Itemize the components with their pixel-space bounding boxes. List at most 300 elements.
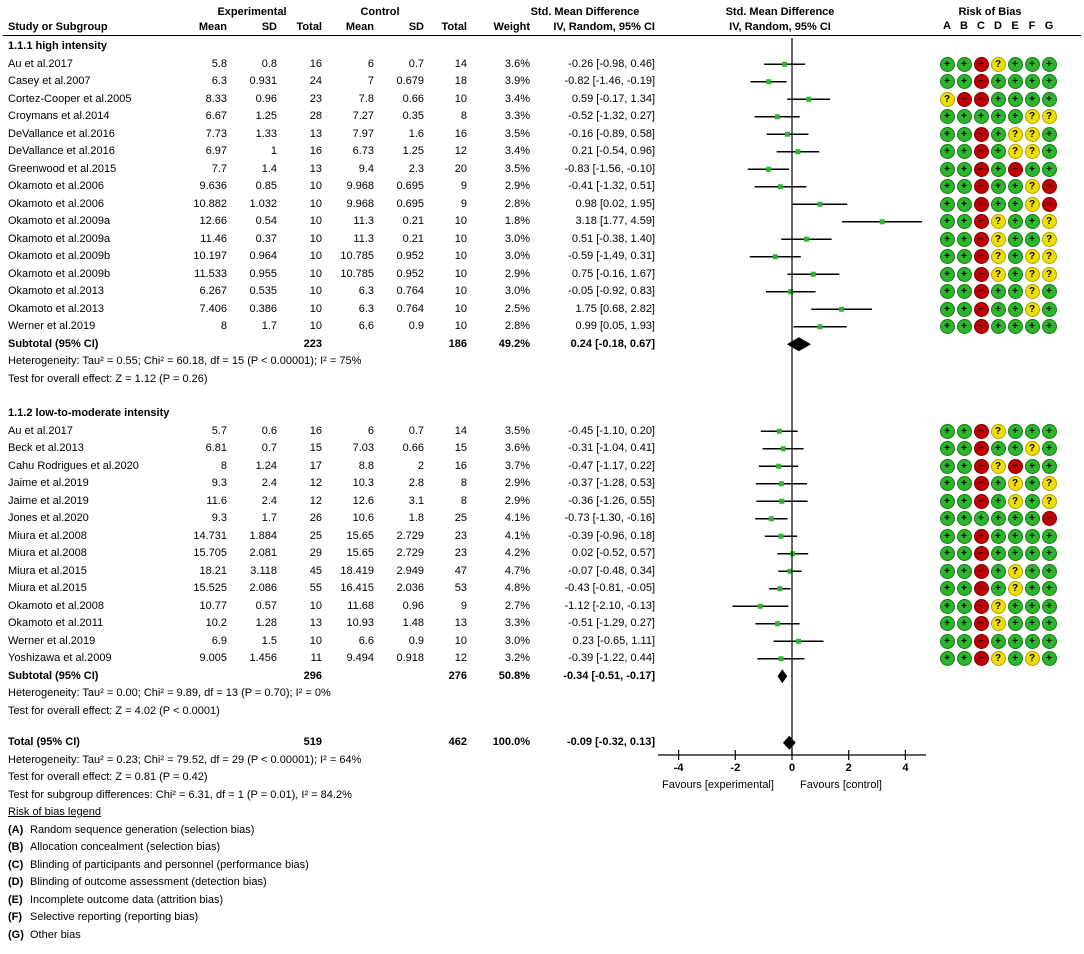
col-smd: 0.23 [-0.65, 1.11] bbox=[572, 634, 655, 647]
col-smd: -0.43 [-0.81, -0.05] bbox=[564, 582, 655, 594]
rob-circle-A: + bbox=[940, 546, 955, 561]
col-mean1: 9.3 bbox=[211, 512, 227, 524]
rob-circle-G: − bbox=[1042, 179, 1057, 194]
study-name: Okamoto et al.2013 bbox=[8, 285, 105, 297]
col-mean1: 9.3 bbox=[211, 477, 227, 489]
rob-circle-E: + bbox=[1008, 651, 1023, 666]
table-row bbox=[0, 804, 1084, 822]
col-total2: 47 bbox=[454, 564, 467, 577]
col-weight: 100.0% bbox=[492, 736, 530, 748]
table-row bbox=[0, 822, 1084, 840]
col-sd2: 1.6 bbox=[408, 127, 424, 140]
rob-circle-F: ? bbox=[1025, 109, 1040, 124]
col-total1: 223 bbox=[303, 337, 322, 350]
col-mean1: 14.731 bbox=[193, 529, 227, 542]
rob-circle-F: + bbox=[1025, 511, 1040, 526]
rob-circle-C: − bbox=[974, 284, 989, 299]
total-label: Total (95% CI) bbox=[8, 736, 80, 748]
study-name: Yoshizawa et al.2009 bbox=[8, 652, 112, 664]
rob-circle-C: − bbox=[974, 232, 989, 247]
rob-circle-B: + bbox=[957, 267, 972, 282]
rob-circle-F: + bbox=[1025, 599, 1040, 614]
col-total2: 10 bbox=[454, 232, 467, 245]
rob-circle-A: + bbox=[940, 249, 955, 264]
rob-circle-B: + bbox=[957, 249, 972, 264]
col-total1: 12 bbox=[309, 477, 322, 489]
col-total2: 9 bbox=[460, 599, 467, 612]
col-sd1: 2.4 bbox=[261, 477, 277, 489]
rob-circle-F: + bbox=[1025, 581, 1040, 596]
col-weight: 3.5% bbox=[504, 162, 530, 175]
rob-circle-C: − bbox=[974, 459, 989, 474]
col-sd1: 1.25 bbox=[255, 110, 277, 122]
col-total2: 10 bbox=[454, 634, 467, 647]
subtotal-label: Subtotal (95% CI) bbox=[8, 337, 99, 350]
rob-circle-B: + bbox=[957, 284, 972, 299]
col-sd1: 0.6 bbox=[261, 424, 277, 437]
col-smd: 1.75 [0.68, 2.82] bbox=[575, 302, 655, 315]
col-smd: -0.41 [-1.32, 0.51] bbox=[568, 180, 655, 192]
rob-circle-F: + bbox=[1025, 476, 1040, 491]
col-weight: 3.5% bbox=[504, 424, 530, 437]
col-weight: 2.9% bbox=[504, 267, 530, 280]
rob-circle-A: + bbox=[940, 476, 955, 491]
rob-circle-G: + bbox=[1042, 144, 1057, 159]
rob-circle-E: + bbox=[1008, 197, 1023, 212]
col-total1: 16 bbox=[309, 424, 322, 437]
table-row bbox=[0, 874, 1084, 892]
rob-circle-F: ? bbox=[1025, 284, 1040, 299]
col-total2: 10 bbox=[454, 250, 467, 262]
rob-circle-C: − bbox=[974, 249, 989, 264]
col-mean1: 11.533 bbox=[194, 267, 227, 280]
axis-tick-label: -4 bbox=[673, 762, 684, 774]
col-sd1: 1 bbox=[270, 145, 277, 157]
rob-circle-E: + bbox=[1008, 616, 1023, 631]
heterogeneity-line: Heterogeneity: Tau² = 0.00; Chi² = 9.89, df = 13 (P = 0.70); I² = 0% bbox=[8, 687, 331, 699]
col-smd: 3.18 [1.77, 4.59] bbox=[575, 215, 655, 227]
table-row bbox=[0, 38, 1084, 56]
rob-circle-E: + bbox=[1008, 546, 1023, 561]
axis-tick-label: -2 bbox=[730, 762, 741, 774]
col-total2: 18 bbox=[454, 75, 467, 87]
rob-circle-A: + bbox=[940, 284, 955, 299]
col-sd2: 3.1 bbox=[408, 494, 424, 507]
rob-circle-C: + bbox=[974, 109, 989, 124]
col-mean2: 9.968 bbox=[346, 180, 374, 192]
col-smd: 0.99 [0.05, 1.93] bbox=[575, 320, 655, 332]
rob-circle-B: + bbox=[957, 214, 972, 229]
header-smd-plot-title: Std. Mean Difference bbox=[725, 6, 835, 18]
col-sd2: 0.679 bbox=[396, 75, 424, 87]
study-name: Jones et al.2020 bbox=[8, 512, 89, 524]
header-mean-exp: Mean bbox=[198, 21, 227, 33]
rob-circle-E: − bbox=[1008, 459, 1023, 474]
rob-legend-text: Incomplete outcome data (attrition bias) bbox=[30, 893, 224, 906]
col-sd1: 0.386 bbox=[249, 302, 277, 315]
study-name: Cahu Rodrigues et al.2020 bbox=[8, 459, 139, 472]
col-mean2: 6.3 bbox=[358, 302, 374, 315]
col-total2: 16 bbox=[454, 127, 467, 140]
table-row bbox=[0, 248, 1084, 266]
col-mean1: 11.46 bbox=[200, 232, 227, 245]
col-smd: -0.52 [-1.32, 0.27] bbox=[568, 110, 655, 122]
rob-circle-C: − bbox=[974, 616, 989, 631]
col-mean1: 7.406 bbox=[199, 302, 227, 315]
rob-circle-D: + bbox=[991, 441, 1006, 456]
study-name: Miura et al.2008 bbox=[8, 547, 87, 559]
col-total1: 10 bbox=[309, 215, 322, 227]
table-row bbox=[0, 266, 1084, 284]
study-name: Au et al.2017 bbox=[8, 57, 73, 70]
col-smd: 0.21 [-0.54, 0.96] bbox=[571, 145, 655, 157]
rob-circle-B: + bbox=[957, 127, 972, 142]
rob-circle-E: ? bbox=[1008, 494, 1023, 509]
col-weight: 4.1% bbox=[504, 512, 530, 524]
rob-circle-E: + bbox=[1008, 109, 1023, 124]
col-total1: 11 bbox=[310, 652, 322, 664]
col-sd1: 2.081 bbox=[249, 547, 277, 559]
rob-circle-C: − bbox=[974, 651, 989, 666]
table-row bbox=[0, 493, 1084, 511]
col-weight: 2.9% bbox=[504, 477, 530, 489]
rob-circle-G: − bbox=[1042, 511, 1057, 526]
rob-circle-B: + bbox=[957, 319, 972, 334]
table-row bbox=[0, 353, 1084, 371]
rob-circle-D: ? bbox=[991, 267, 1006, 282]
table-row bbox=[0, 892, 1084, 910]
rob-circle-F: + bbox=[1025, 494, 1040, 509]
col-mean2: 6.6 bbox=[358, 320, 374, 332]
rob-circle-A: + bbox=[940, 57, 955, 72]
rob-circle-E: + bbox=[1008, 179, 1023, 194]
rob-circle-F: ? bbox=[1025, 302, 1040, 317]
study-name: Okamoto et al.2006 bbox=[8, 180, 105, 192]
rob-circle-A: + bbox=[940, 302, 955, 317]
col-smd: -0.16 [-0.89, 0.58] bbox=[568, 127, 655, 140]
rob-circle-E: + bbox=[1008, 249, 1023, 264]
rob-circle-C: − bbox=[974, 57, 989, 72]
rob-circle-C: − bbox=[974, 319, 989, 334]
rob-circle-C: − bbox=[974, 581, 989, 596]
table-row bbox=[0, 458, 1084, 476]
col-mean2: 15.65 bbox=[346, 529, 374, 542]
table-row bbox=[0, 545, 1084, 563]
col-mean2: 11.3 bbox=[353, 232, 374, 245]
col-total2: 25 bbox=[454, 512, 467, 524]
col-mean1: 9.636 bbox=[199, 180, 227, 192]
table-row bbox=[0, 703, 1084, 721]
col-mean2: 10.93 bbox=[346, 617, 374, 629]
rob-circle-F: ? bbox=[1025, 197, 1040, 212]
rob-circle-F: + bbox=[1025, 634, 1040, 649]
rob-circle-E: + bbox=[1008, 424, 1023, 439]
col-mean1: 10.882 bbox=[193, 197, 227, 210]
study-name: Okamoto et al.2006 bbox=[8, 197, 105, 210]
col-mean1: 10.77 bbox=[199, 599, 227, 612]
rob-circle-B: + bbox=[957, 564, 972, 579]
col-total1: 13 bbox=[309, 127, 322, 140]
rob-circle-D: + bbox=[991, 476, 1006, 491]
col-mean1: 15.525 bbox=[193, 582, 227, 594]
rob-circle-A: + bbox=[940, 144, 955, 159]
rob-circle-D: ? bbox=[991, 249, 1006, 264]
study-name: Beck et al.2013 bbox=[8, 442, 84, 454]
col-total2: 53 bbox=[454, 582, 467, 594]
rob-circle-B: + bbox=[957, 581, 972, 596]
col-total1: 10 bbox=[309, 197, 322, 210]
col-weight: 4.7% bbox=[504, 564, 530, 577]
col-weight: 50.8% bbox=[498, 669, 530, 682]
overall-effect-line: Test for overall effect: Z = 4.02 (P < 0.0001) bbox=[8, 704, 220, 717]
rob-circle-B: + bbox=[957, 232, 972, 247]
table-row bbox=[0, 787, 1084, 805]
rob-circle-E: ? bbox=[1008, 581, 1023, 596]
rob-legend-text: Selective reporting (reporting bias) bbox=[30, 911, 199, 923]
rob-circle-D: ? bbox=[991, 599, 1006, 614]
subtotal-label: Subtotal (95% CI) bbox=[8, 669, 99, 682]
col-mean2: 7 bbox=[367, 75, 374, 87]
col-smd: 0.24 [-0.18, 0.67] bbox=[570, 337, 655, 350]
col-total1: 12 bbox=[309, 494, 322, 507]
rob-circle-B: + bbox=[957, 57, 972, 72]
col-smd: 0.51 [-0.38, 1.40] bbox=[571, 232, 655, 245]
rob-circle-A: + bbox=[940, 651, 955, 666]
col-total2: 15 bbox=[454, 442, 467, 454]
rob-circle-G: ? bbox=[1042, 494, 1057, 509]
col-sd2: 2.729 bbox=[396, 547, 424, 559]
table-row bbox=[0, 633, 1084, 651]
header-total-exp: Total bbox=[296, 21, 322, 33]
col-total2: 186 bbox=[448, 337, 467, 350]
table-row bbox=[0, 178, 1084, 196]
favours-left-label: Favours [experimental] bbox=[662, 779, 774, 791]
col-weight: 3.9% bbox=[504, 75, 530, 87]
col-weight: 4.8% bbox=[504, 582, 530, 594]
col-mean1: 7.7 bbox=[211, 162, 227, 175]
rob-circle-E: ? bbox=[1008, 476, 1023, 491]
col-total1: 23 bbox=[309, 92, 322, 105]
rob-circle-B: + bbox=[957, 494, 972, 509]
overall-effect-line: Test for overall effect: Z = 0.81 (P = 0.42) bbox=[8, 771, 208, 783]
col-total1: 55 bbox=[309, 582, 322, 594]
rob-circle-G: + bbox=[1042, 564, 1057, 579]
rob-circle-B: + bbox=[957, 441, 972, 456]
rob-letter-A: A bbox=[943, 20, 951, 32]
rob-circle-D: ? bbox=[991, 232, 1006, 247]
rob-circle-G: + bbox=[1042, 616, 1057, 631]
col-weight: 3.2% bbox=[504, 652, 530, 664]
study-name: Okamoto et al.2008 bbox=[8, 599, 105, 612]
rob-circle-E: + bbox=[1008, 92, 1023, 107]
header-weight-col: Weight bbox=[493, 21, 530, 33]
col-sd2: 0.7 bbox=[408, 57, 424, 70]
col-mean1: 5.7 bbox=[211, 424, 227, 437]
rob-circle-F: ? bbox=[1025, 179, 1040, 194]
col-sd2: 0.96 bbox=[402, 599, 424, 612]
col-sd1: 0.85 bbox=[255, 180, 277, 192]
table-row bbox=[0, 650, 1084, 668]
col-total2: 10 bbox=[454, 215, 467, 227]
col-smd: -0.82 [-1.46, -0.19] bbox=[564, 75, 655, 87]
col-total1: 10 bbox=[309, 634, 322, 647]
rob-letter-E: E bbox=[1011, 20, 1019, 32]
col-smd: -0.59 [-1.49, 0.31] bbox=[568, 250, 655, 262]
col-weight: 4.2% bbox=[504, 547, 530, 559]
rob-circle-E: ? bbox=[1008, 564, 1023, 579]
col-mean2: 6.73 bbox=[352, 145, 374, 157]
rob-circle-E: ? bbox=[1008, 144, 1023, 159]
col-weight: 3.0% bbox=[504, 285, 530, 297]
rob-circle-E: + bbox=[1008, 634, 1023, 649]
col-sd2: 0.695 bbox=[396, 197, 424, 210]
col-sd2: 0.764 bbox=[396, 285, 424, 297]
col-sd1: 1.24 bbox=[255, 459, 277, 472]
rob-circle-F: ? bbox=[1025, 267, 1040, 282]
rob-circle-B: + bbox=[957, 74, 972, 89]
rob-circle-A: + bbox=[940, 232, 955, 247]
col-sd1: 0.37 bbox=[255, 232, 277, 245]
rob-circle-C: − bbox=[974, 92, 989, 107]
col-smd: 0.59 [-0.17, 1.34] bbox=[571, 92, 655, 105]
col-total2: 10 bbox=[454, 302, 467, 315]
study-name: Okamoto et al.2011 bbox=[8, 617, 104, 629]
rob-circle-C: − bbox=[974, 599, 989, 614]
rob-circle-A: + bbox=[940, 441, 955, 456]
col-sd2: 0.66 bbox=[402, 442, 424, 454]
col-total1: 25 bbox=[309, 529, 322, 542]
table-row bbox=[0, 668, 1084, 686]
col-smd: 0.75 [-0.16, 1.67] bbox=[571, 267, 655, 280]
rob-circle-A: ? bbox=[940, 92, 955, 107]
col-sd2: 0.7 bbox=[408, 424, 424, 437]
rob-circle-E: + bbox=[1008, 441, 1023, 456]
col-sd2: 2.036 bbox=[396, 582, 424, 594]
heterogeneity-line: Heterogeneity: Tau² = 0.55; Chi² = 60.18, df = 15 (P < 0.00001); I² = 75% bbox=[8, 355, 362, 367]
rob-legend-key: (G) bbox=[8, 928, 24, 941]
col-smd: -0.09 [-0.32, 0.13] bbox=[566, 736, 655, 748]
col-smd: -1.12 [-2.10, -0.13] bbox=[564, 599, 655, 612]
col-sd2: 0.764 bbox=[396, 302, 424, 315]
study-name: Casey et al.2007 bbox=[8, 75, 91, 87]
table-row bbox=[0, 423, 1084, 441]
rob-circle-B: + bbox=[957, 634, 972, 649]
col-smd: -0.47 [-1.17, 0.22] bbox=[568, 459, 655, 472]
axis-tick-label: 0 bbox=[788, 762, 796, 774]
col-mean1: 6.9 bbox=[211, 634, 227, 647]
col-total1: 10 bbox=[309, 599, 322, 612]
table-row bbox=[0, 857, 1084, 875]
rob-circle-A: + bbox=[940, 319, 955, 334]
col-weight: 1.8% bbox=[504, 215, 530, 227]
col-mean2: 7.8 bbox=[358, 92, 374, 105]
rob-circle-G: ? bbox=[1042, 476, 1057, 491]
table-row bbox=[0, 734, 1084, 752]
rob-circle-D: + bbox=[991, 494, 1006, 509]
study-name: Okamoto et al.2009a bbox=[8, 232, 111, 245]
col-total2: 8 bbox=[460, 477, 467, 489]
col-sd1: 1.456 bbox=[249, 652, 277, 664]
table-row bbox=[0, 598, 1084, 616]
col-total2: 20 bbox=[454, 162, 467, 175]
table-row bbox=[0, 231, 1084, 249]
header-smd-sub-text: IV, Random, 95% CI bbox=[553, 21, 655, 33]
col-sd2: 0.695 bbox=[396, 180, 424, 192]
col-total2: 9 bbox=[460, 180, 467, 192]
col-mean2: 7.27 bbox=[352, 110, 374, 122]
rob-circle-F: + bbox=[1025, 74, 1040, 89]
col-mean1: 10.197 bbox=[193, 250, 227, 262]
col-sd2: 0.21 bbox=[402, 232, 424, 245]
rob-circle-C: − bbox=[974, 494, 989, 509]
col-total2: 14 bbox=[454, 424, 467, 437]
col-mean2: 6 bbox=[367, 57, 374, 70]
rob-legend-text: Random sequence generation (selection bias) bbox=[30, 823, 255, 836]
col-total1: 10 bbox=[309, 320, 322, 332]
rob-circle-D: ? bbox=[991, 424, 1006, 439]
col-total2: 10 bbox=[454, 320, 467, 332]
col-total2: 10 bbox=[454, 267, 467, 280]
rob-circle-B: + bbox=[957, 529, 972, 544]
rob-circle-E: − bbox=[1008, 162, 1023, 177]
col-weight: 2.7% bbox=[504, 599, 530, 612]
rob-circle-F: + bbox=[1025, 564, 1040, 579]
col-smd: 0.02 [-0.52, 0.57] bbox=[571, 547, 655, 559]
rob-circle-B: + bbox=[957, 179, 972, 194]
rob-circle-F: ? bbox=[1025, 127, 1040, 142]
table-row bbox=[0, 475, 1084, 493]
rob-circle-F: + bbox=[1025, 546, 1040, 561]
study-name: Miura et al.2015 bbox=[8, 582, 87, 594]
col-sd2: 0.952 bbox=[396, 267, 424, 280]
table-row bbox=[0, 143, 1084, 161]
table-row bbox=[0, 752, 1084, 770]
rob-circle-C: − bbox=[974, 179, 989, 194]
rob-circle-E: + bbox=[1008, 57, 1023, 72]
rob-legend-title: Risk of bias legend bbox=[8, 806, 101, 818]
col-weight: 3.5% bbox=[504, 127, 530, 140]
rob-circle-A: + bbox=[940, 564, 955, 579]
overall-effect-line: Test for overall effect: Z = 1.12 (P = 0.26) bbox=[8, 372, 208, 385]
rob-letter-B: B bbox=[960, 20, 968, 32]
col-sd1: 0.535 bbox=[249, 285, 277, 297]
rob-circle-G: + bbox=[1042, 546, 1057, 561]
col-sd1: 0.96 bbox=[255, 92, 277, 105]
rob-circle-A: + bbox=[940, 529, 955, 544]
header-experimental-group: Experimental bbox=[217, 6, 287, 18]
col-sd1: 0.8 bbox=[261, 57, 277, 70]
study-name: Okamoto et al.2013 bbox=[8, 302, 105, 315]
rob-circle-C: − bbox=[974, 302, 989, 317]
header-smd-text-title: Std. Mean Difference bbox=[530, 6, 640, 18]
col-mean1: 8.33 bbox=[205, 92, 227, 105]
rob-circle-D: + bbox=[991, 529, 1006, 544]
rob-circle-D: + bbox=[991, 581, 1006, 596]
col-mean1: 11.6 bbox=[206, 494, 227, 507]
col-total1: 15 bbox=[309, 442, 322, 454]
rob-circle-G: ? bbox=[1042, 267, 1057, 282]
rob-circle-G: + bbox=[1042, 634, 1057, 649]
col-weight: 3.6% bbox=[504, 57, 530, 70]
col-mean2: 12.6 bbox=[352, 494, 374, 507]
rob-circle-G: ? bbox=[1042, 214, 1057, 229]
study-name: Jaime et al.2019 bbox=[8, 477, 89, 489]
rob-circle-E: + bbox=[1008, 214, 1023, 229]
col-total1: 10 bbox=[309, 232, 322, 245]
rob-circle-C: − bbox=[974, 144, 989, 159]
rob-circle-B: + bbox=[957, 302, 972, 317]
col-weight: 3.3% bbox=[504, 617, 530, 629]
